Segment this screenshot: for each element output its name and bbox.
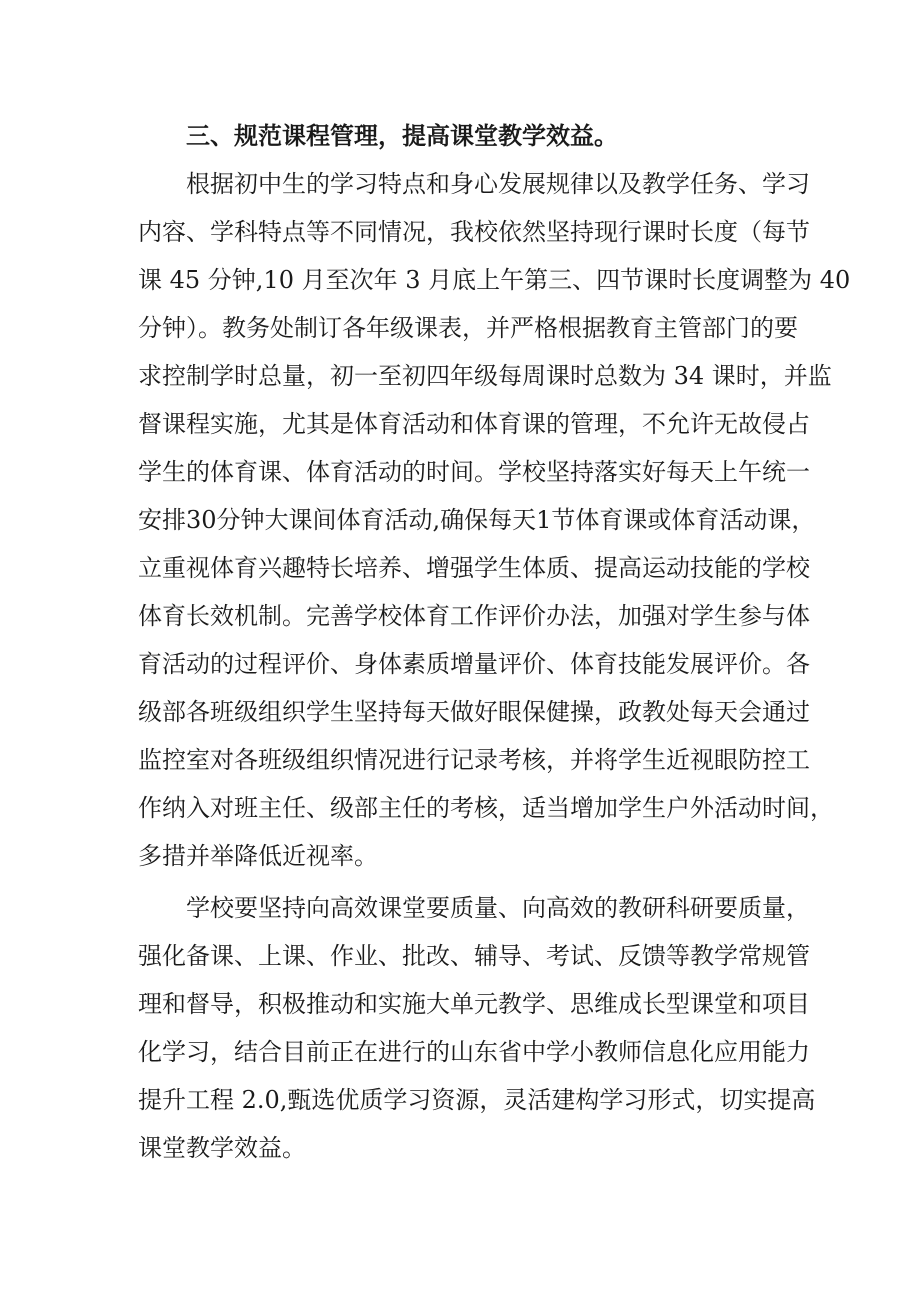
paragraph-2-line: 学校要坚持向高效课堂要质量、向高效的教研科研要质量， (186, 894, 810, 922)
paragraph-2-line: 提升工程 2.0,甄选优质学习资源，灵活建构学习形式，切实提高 (138, 1086, 816, 1114)
paragraph-1-line: 多措并举降低近视率。 (138, 842, 378, 870)
paragraph-1-line: 作纳入对班主任、级部主任的考核，适当增加学生户外活动时间， (138, 794, 834, 822)
paragraph-1-line: 监控室对各班级组织情况进行记录考核，并将学生近视眼防控工 (138, 746, 810, 774)
paragraph-2-line: 强化备课、上课、作业、批改、辅导、考试、反馈等教学常规管 (138, 942, 810, 970)
paragraph-1-line: 求控制学时总量，初一至初四年级每周课时总数为 34 课时，并监 (138, 362, 832, 390)
paragraph-1-line: 内容、学科特点等不同情况，我校依然坚持现行课时长度（每节 (138, 218, 810, 246)
paragraph-1-line: 督课程实施，尤其是体育活动和体育课的管理，不允许无故侵占 (138, 410, 810, 438)
paragraph-1-line: 分钟）。教务处制订各年级课表，并严格根据教育主管部门的要 (138, 314, 798, 342)
paragraph-2-line: 化学习，结合目前正在进行的山东省中学小教师信息化应用能力 (138, 1038, 810, 1066)
paragraph-1-line: 根据初中生的学习特点和身心发展规律以及教学任务、学习 (186, 170, 810, 198)
section-heading: 三、规范课程管理，提高课堂教学效益。 (186, 122, 618, 150)
paragraph-1-line: 立重视体育兴趣特长培养、增强学生体质、提高运动技能的学校 (138, 554, 810, 582)
paragraph-1-line: 育活动的过程评价、身体素质增量评价、体育技能发展评价。各 (138, 650, 810, 678)
paragraph-2-line: 课堂教学效益。 (138, 1134, 306, 1162)
paragraph-1-line: 体育长效机制。完善学校体育工作评价办法，加强对学生参与体 (138, 602, 810, 630)
paragraph-1-line: 学生的体育课、体育活动的时间。学校坚持落实好每天上午统一 (138, 458, 810, 486)
paragraph-2-line: 理和督导，积极推动和实施大单元教学、思维成长型课堂和项目 (138, 990, 810, 1018)
paragraph-1-line: 级部各班级组织学生坚持每天做好眼保健操，政教处每天会通过 (138, 698, 810, 726)
paragraph-1-line: 课 45 分钟,10 月至次年 3 月底上午第三、四节课时长度调整为 40 (138, 266, 851, 294)
paragraph-1-line: 安排30分钟大课间体育活动,确保每天1节体育课或体育活动课， (138, 506, 816, 534)
